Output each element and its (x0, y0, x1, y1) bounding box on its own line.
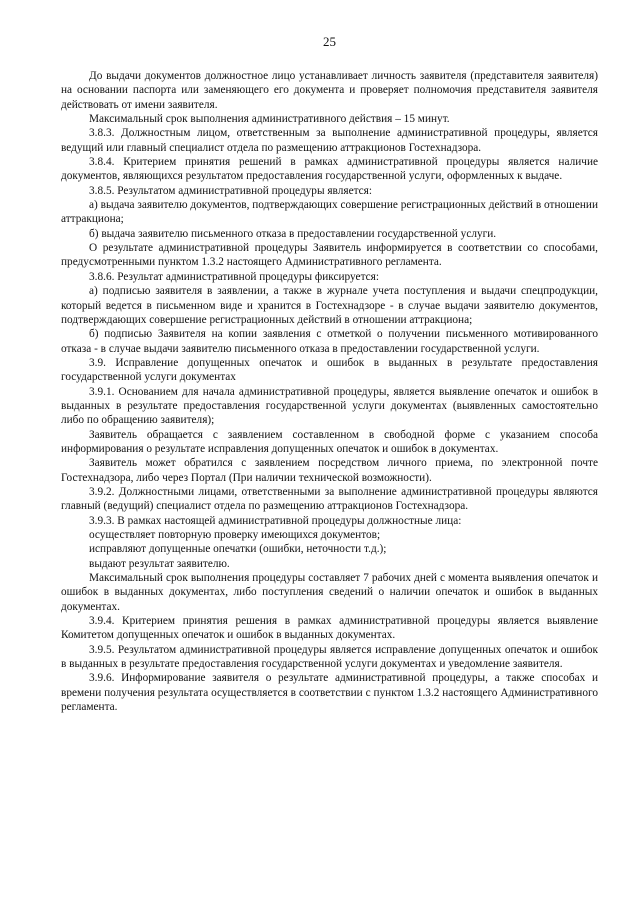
paragraph: осуществляет повторную проверку имеющихся документов; (89, 529, 381, 541)
paragraph: Максимальный срок выполнения процедуры составляет 7 рабочих дней с момента выявления опечаток и ошибок в выданных документах, либо поступления сведений о наличии опечаток и ошибок в выданных документах. (61, 572, 598, 613)
paragraph: 3.9.4. Критерием принятия решения в рамках административной процедуры является выявление Комитетом допущенных опечаток и ошибок в выданных документах. (61, 615, 598, 642)
paragraph: 3.9.2. Должностными лицами, ответственными за выполнение административной процедуры являются главный (ведущий) специалист отдела по размещению аттракционов Гостехнадзора. (61, 485, 598, 513)
paragraph: 3.8.4. Критерием принятия решений в рамках административной процедуры является наличие документов, являющихся результатом предоставления государственной услуги, оформленных к выдаче. (61, 156, 598, 183)
paragraph: 3.8.6. Результат административной процедуры фиксируется: (89, 270, 379, 283)
paragraph: б) выдача заявителю письменного отказа в предоставлении государственной услуги. (89, 227, 497, 240)
paragraph: выдают результат заявителю. (89, 557, 230, 570)
paragraph: 3.9.5. Результатом административной процедуры является исправление допущенных опечаток и ошибок в выданных в результате предоставления государственной услуги документах и уведомление заявителя. (61, 643, 598, 671)
paragraph: б) подписью Заявителя на копии заявления с отметкой о получении письменного мотивированного отказа - в случае выдачи заявителю письменного отказа в предоставлении государственной услуги. (61, 328, 598, 355)
paragraph: Заявитель может обратился с заявлением посредством личного приема, по электронной почте Гостехнадзора, либо через Портал (При наличии технической возможности). (61, 457, 598, 484)
paragraph: О результате административной процедуры Заявитель информируется в соответствии со способами, предусмотренными пунктом 1.3.2 настоящего Административного регламента. (61, 242, 598, 269)
paragraph: Заявитель обращается с заявлением составленном в свободной форме с указанием способа информирования о результате исправления допущенных опечаток и ошибок в документах. (61, 428, 598, 455)
paragraph: 3.9. Исправление допущенных опечаток и ошибок в выданных в результате предоставления государственной услуги документах (61, 356, 598, 384)
paragraph: а) подписью заявителя в заявлении, а также в журнале учета поступления и выдачи спецпродукции, который ведется в письменном виде и хранится в Гостехнадзоре - в случае выдачи заявителю документов, подтверждающих совершение регистрационных действий в отношении аттракциона; (61, 285, 598, 326)
paragraph: 3.9.3. В рамках настоящей административной процедуры должностные лица: (89, 514, 462, 527)
page-number: 25 (323, 34, 336, 49)
paragraph: До выдачи документов должностное лицо устанавливает личность заявителя (представителя заявителя) на основании паспорта или заменяющего его документа и проверяет полномочия представителя заявителя действовать от имени заявителя. (61, 70, 598, 111)
paragraph: 3.8.3. Должностным лицом, ответственным за выполнение административной процедуры, является ведущий или главный специалист отдела по размещению аттракционов Гостехнадзора. (61, 127, 598, 154)
paragraph: исправляют допущенные опечатки (ошибки, неточности т.д.); (89, 543, 387, 556)
paragraph: а) выдача заявителю документов, подтверждающих совершение регистрационных действий в отношении аттракциона; (61, 199, 598, 226)
paragraph: 3.8.5. Результатом административной процедуры является: (89, 184, 373, 197)
document-body (61, 69, 598, 714)
document-page (61, 34, 598, 714)
paragraph: Максимальный срок выполнения административного действия – 15 минут. (89, 113, 450, 126)
paragraph: 3.9.6. Информирование заявителя о результате административной процедуры, а также способах и времени получения результата осуществляется в соответствии с пунктом 1.3.2 настоящего Административного регламента. (61, 672, 598, 714)
paragraph: 3.9.1. Основанием для начала административной процедуры, является выявление опечаток и ошибок в выданных в результате предоставления государственной услуги документах (выявленных самостоятельно либо по обращению заявителя); (61, 385, 598, 427)
